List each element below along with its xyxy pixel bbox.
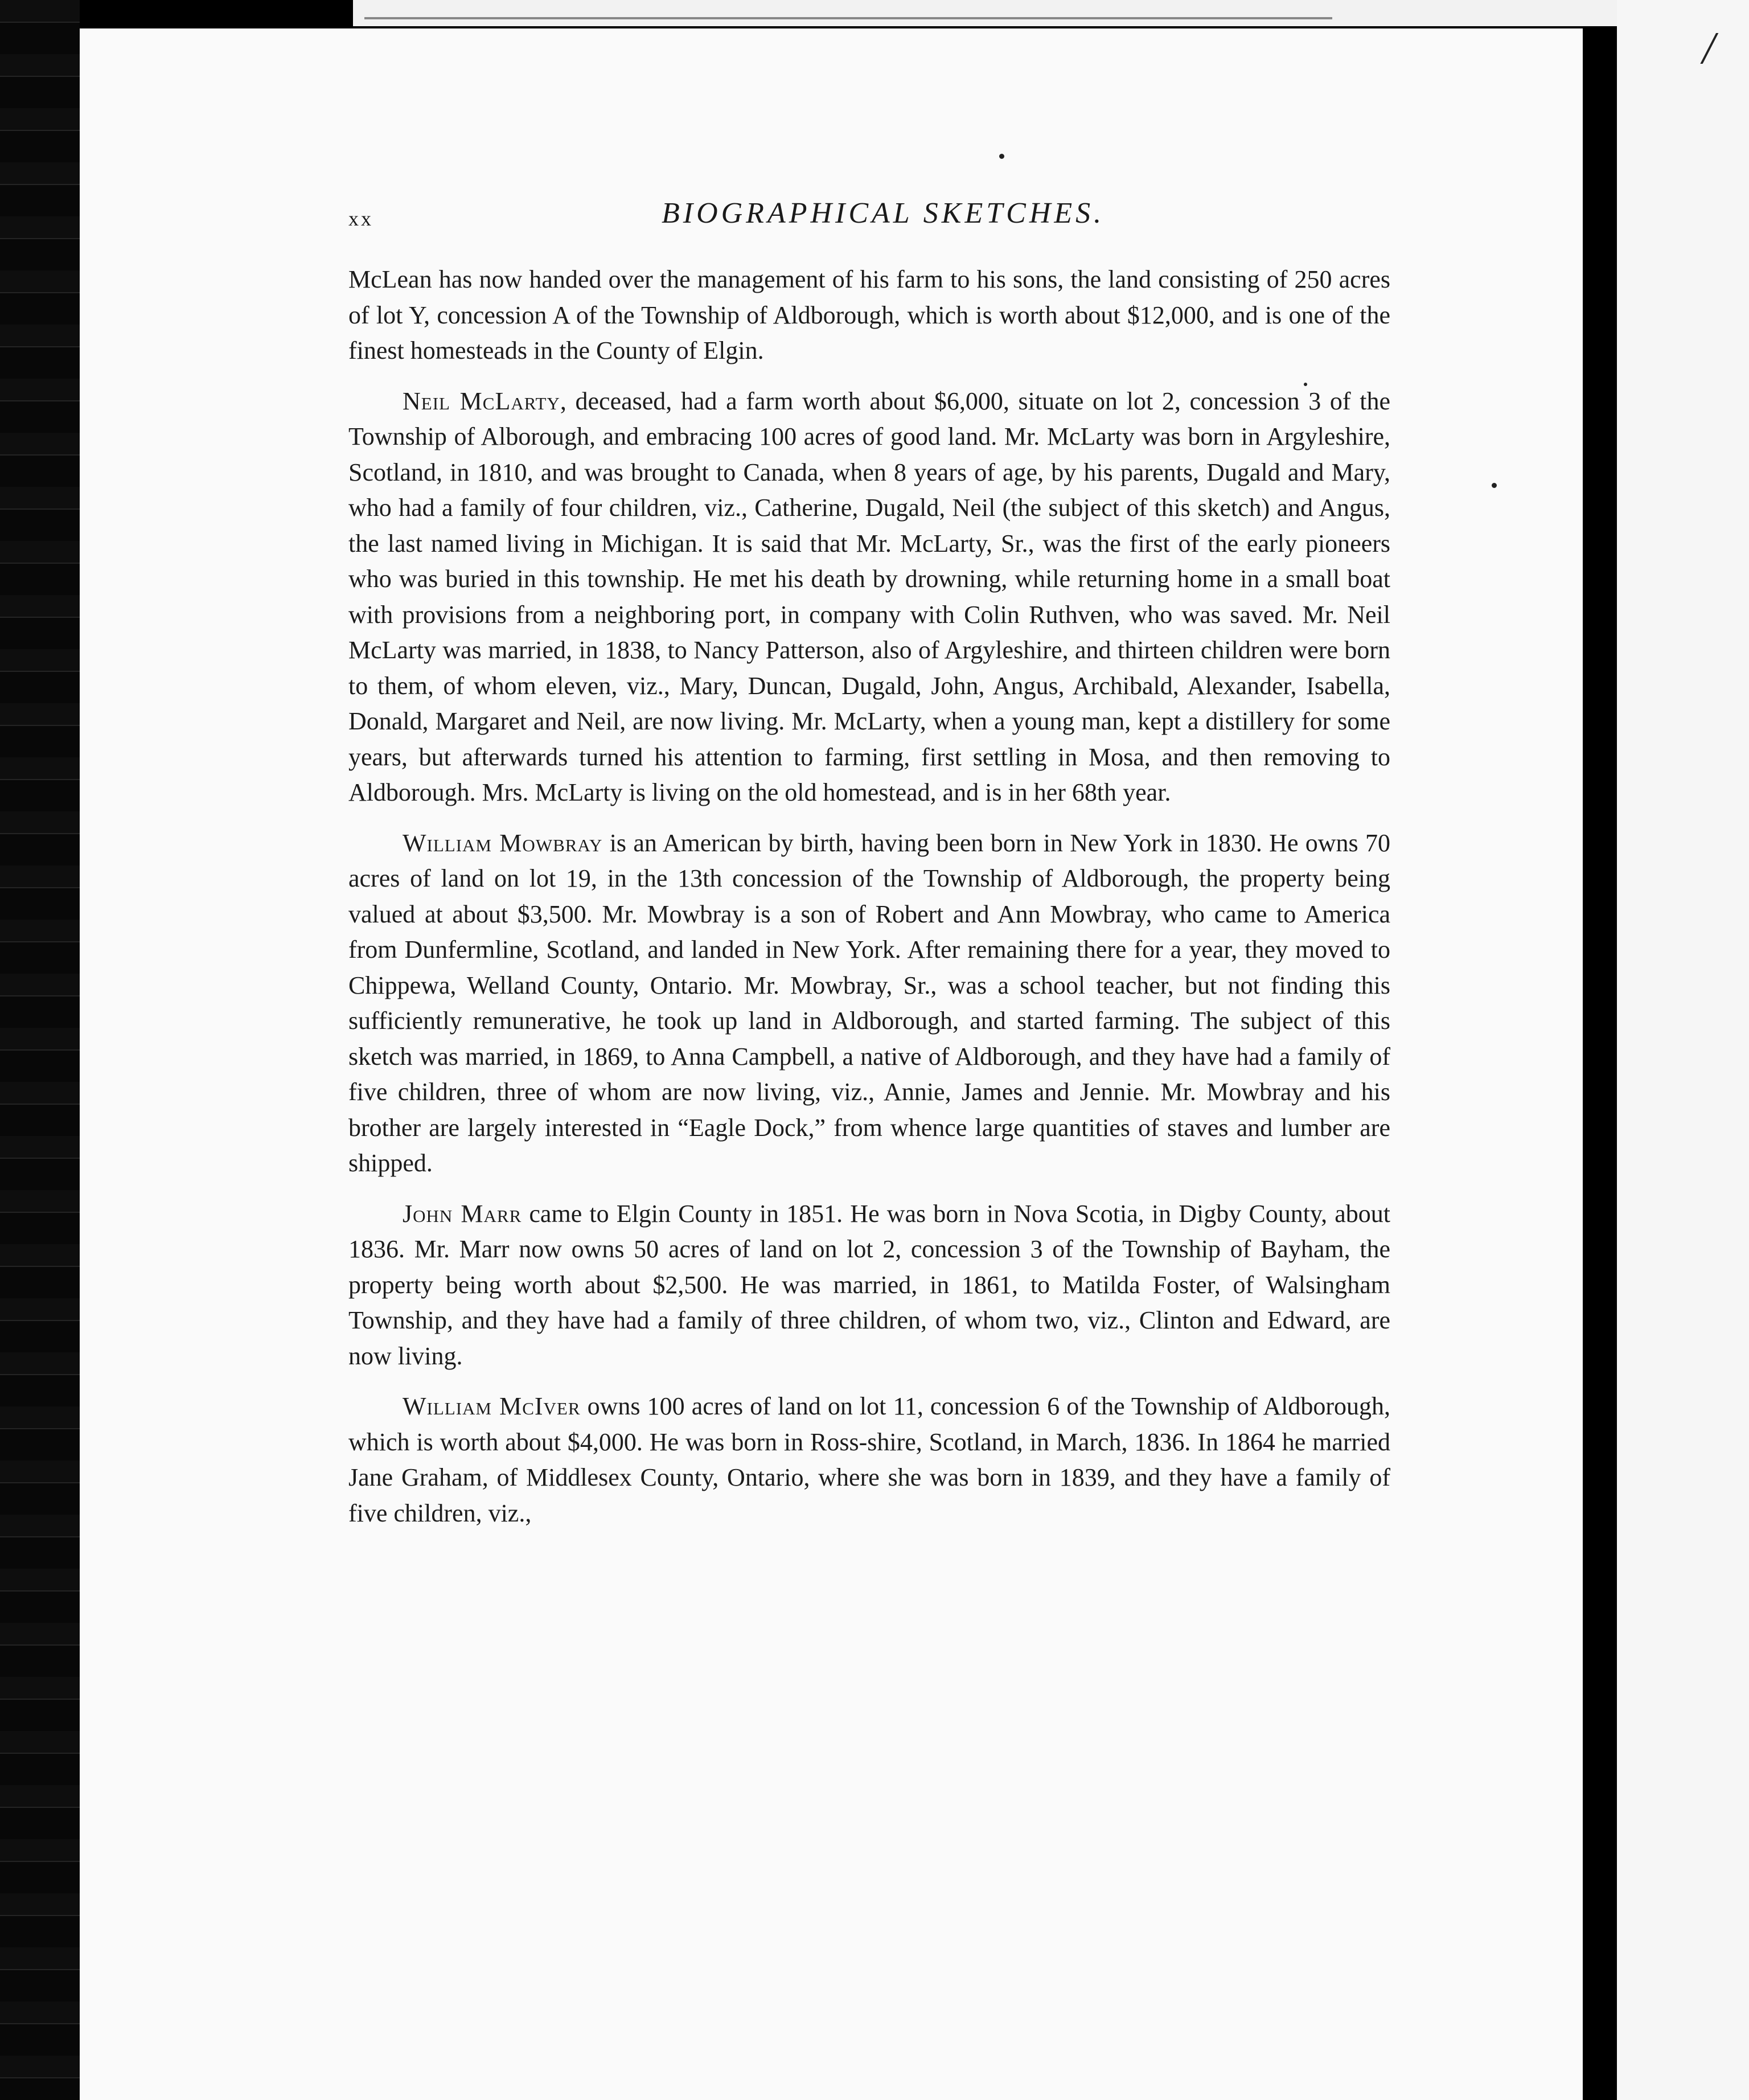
running-head [348,196,1396,242]
subject-name: John Marr [403,1199,522,1228]
subject-name: Neil McLarty [403,387,560,415]
scan-top-strip [353,0,1749,26]
paragraph-body: is an American by birth, having been born in New York in 1830. He owns 70 acres of land on lot 19, in the 13th concession of the Township of Aldborough, the property being valued at about $3,500. Mr. Mowbray is a son of Robert and Ann Mowbray, who came to America from Dunfermline, Scotland, and landed in New York. After remaining there for a year, they moved to Chippewa, Welland County, Ontario. Mr. Mowbray, Sr., was a school teacher, but not finding this sufficiently remunerative, he took up land in Aldborough, and started farming. The subject of this sketch was married, in 1869, to Anna Campbell, a native of Aldborough, and they have had a family of five children, three of whom are now living, viz., Annie, James and Jennie. Mr. Mowbray and his brother are largely interested in “Eagle Dock,” from whence large quantities of staves and lumber are shipped. [348,828,1390,1177]
paragraph-mclarty [348,384,1390,811]
page-title: BIOGRAPHICAL SKETCHES. [662,197,1105,229]
facing-page-edge [1617,0,1749,2100]
paragraph-body: , deceased, had a farm worth about $6,000, situate on lot 2, concession 3 of the Township of Alborough, and embracing 100 acres of good land. Mr. McLarty was born in Argyleshire, Scotland, in 1810, and was brought to Canada, when 8 years of age, by his parents, Dugald and Mary, who had a family of four children, viz., Catherine, Dugald, Neil (the subject of this sketch) and Angus, the last named living in Michigan. It is said that Mr. McLarty, Sr., was the first of the early pioneers who was buried in this township. He met his death by drowning, while returning home in a small boat with provisions from a neighboring port, in company with Colin Ruthven, who was saved. Mr. Neil McLarty was married, in 1838, to Nancy Patterson, also of Argyleshire, and thirteen children were born to them, of whom eleven, viz., Mary, Duncan, Dugald, John, Angus, Archibald, Alexander, Isabella, Donald, Margaret and Neil, are now living. Mr. McLarty, when a young man, kept a distillery for some years, but afterwards turned his attention to farming, first settling in Mosa, and then removing to Aldborough. Mrs. McLarty is living on the old homestead, and is in her 68th year. [348,387,1390,806]
paragraph-body: McLean has now handed over the management of his farm to his sons, the land consisting of 250 acres of lot Y, concession A of the Township of Aldborough, which is worth about $12,000, and is one of the finest homesteads in the County of Elgin. [348,265,1390,364]
paragraph-mclean [348,262,1390,369]
scan-left-margin [0,0,80,2100]
page-number: xx [348,207,373,230]
facing-page-mark: / [1702,23,1715,73]
paragraph-body: came to Elgin County in 1851. He was born in Nova Scotia, in Digby County, about 1836. Mr. Marr now owns 50 acres of land on lot 2, concession 3 of the Township of Bayham, the property being worth about $2,500. He was married, in 1861, to Matilda Foster, of Walsingham Township, and they have had a family of three children, of whom two, viz., Clinton and Edward, are now living. [348,1199,1390,1370]
speck [999,154,1004,159]
paragraph-marr [348,1196,1390,1375]
paragraph-body: owns 100 acres of land on lot 11, concession 6 of the Township of Aldborough, which is worth about $4,000. He was born in Ross-shire, Scotland, in March, 1836. In 1864 he married Jane Graham, of Middlesex County, Ontario, where she was born in 1839, and they have a family of five children, viz., [348,1392,1391,1527]
subject-name: William McIver [403,1392,581,1420]
biography-text [348,262,1390,1546]
speck [1492,483,1497,488]
paragraph-mciver [348,1389,1390,1531]
scan-top-rule [364,17,1332,19]
paragraph-mowbray [348,826,1390,1182]
subject-name: William Mowbray [403,828,603,857]
